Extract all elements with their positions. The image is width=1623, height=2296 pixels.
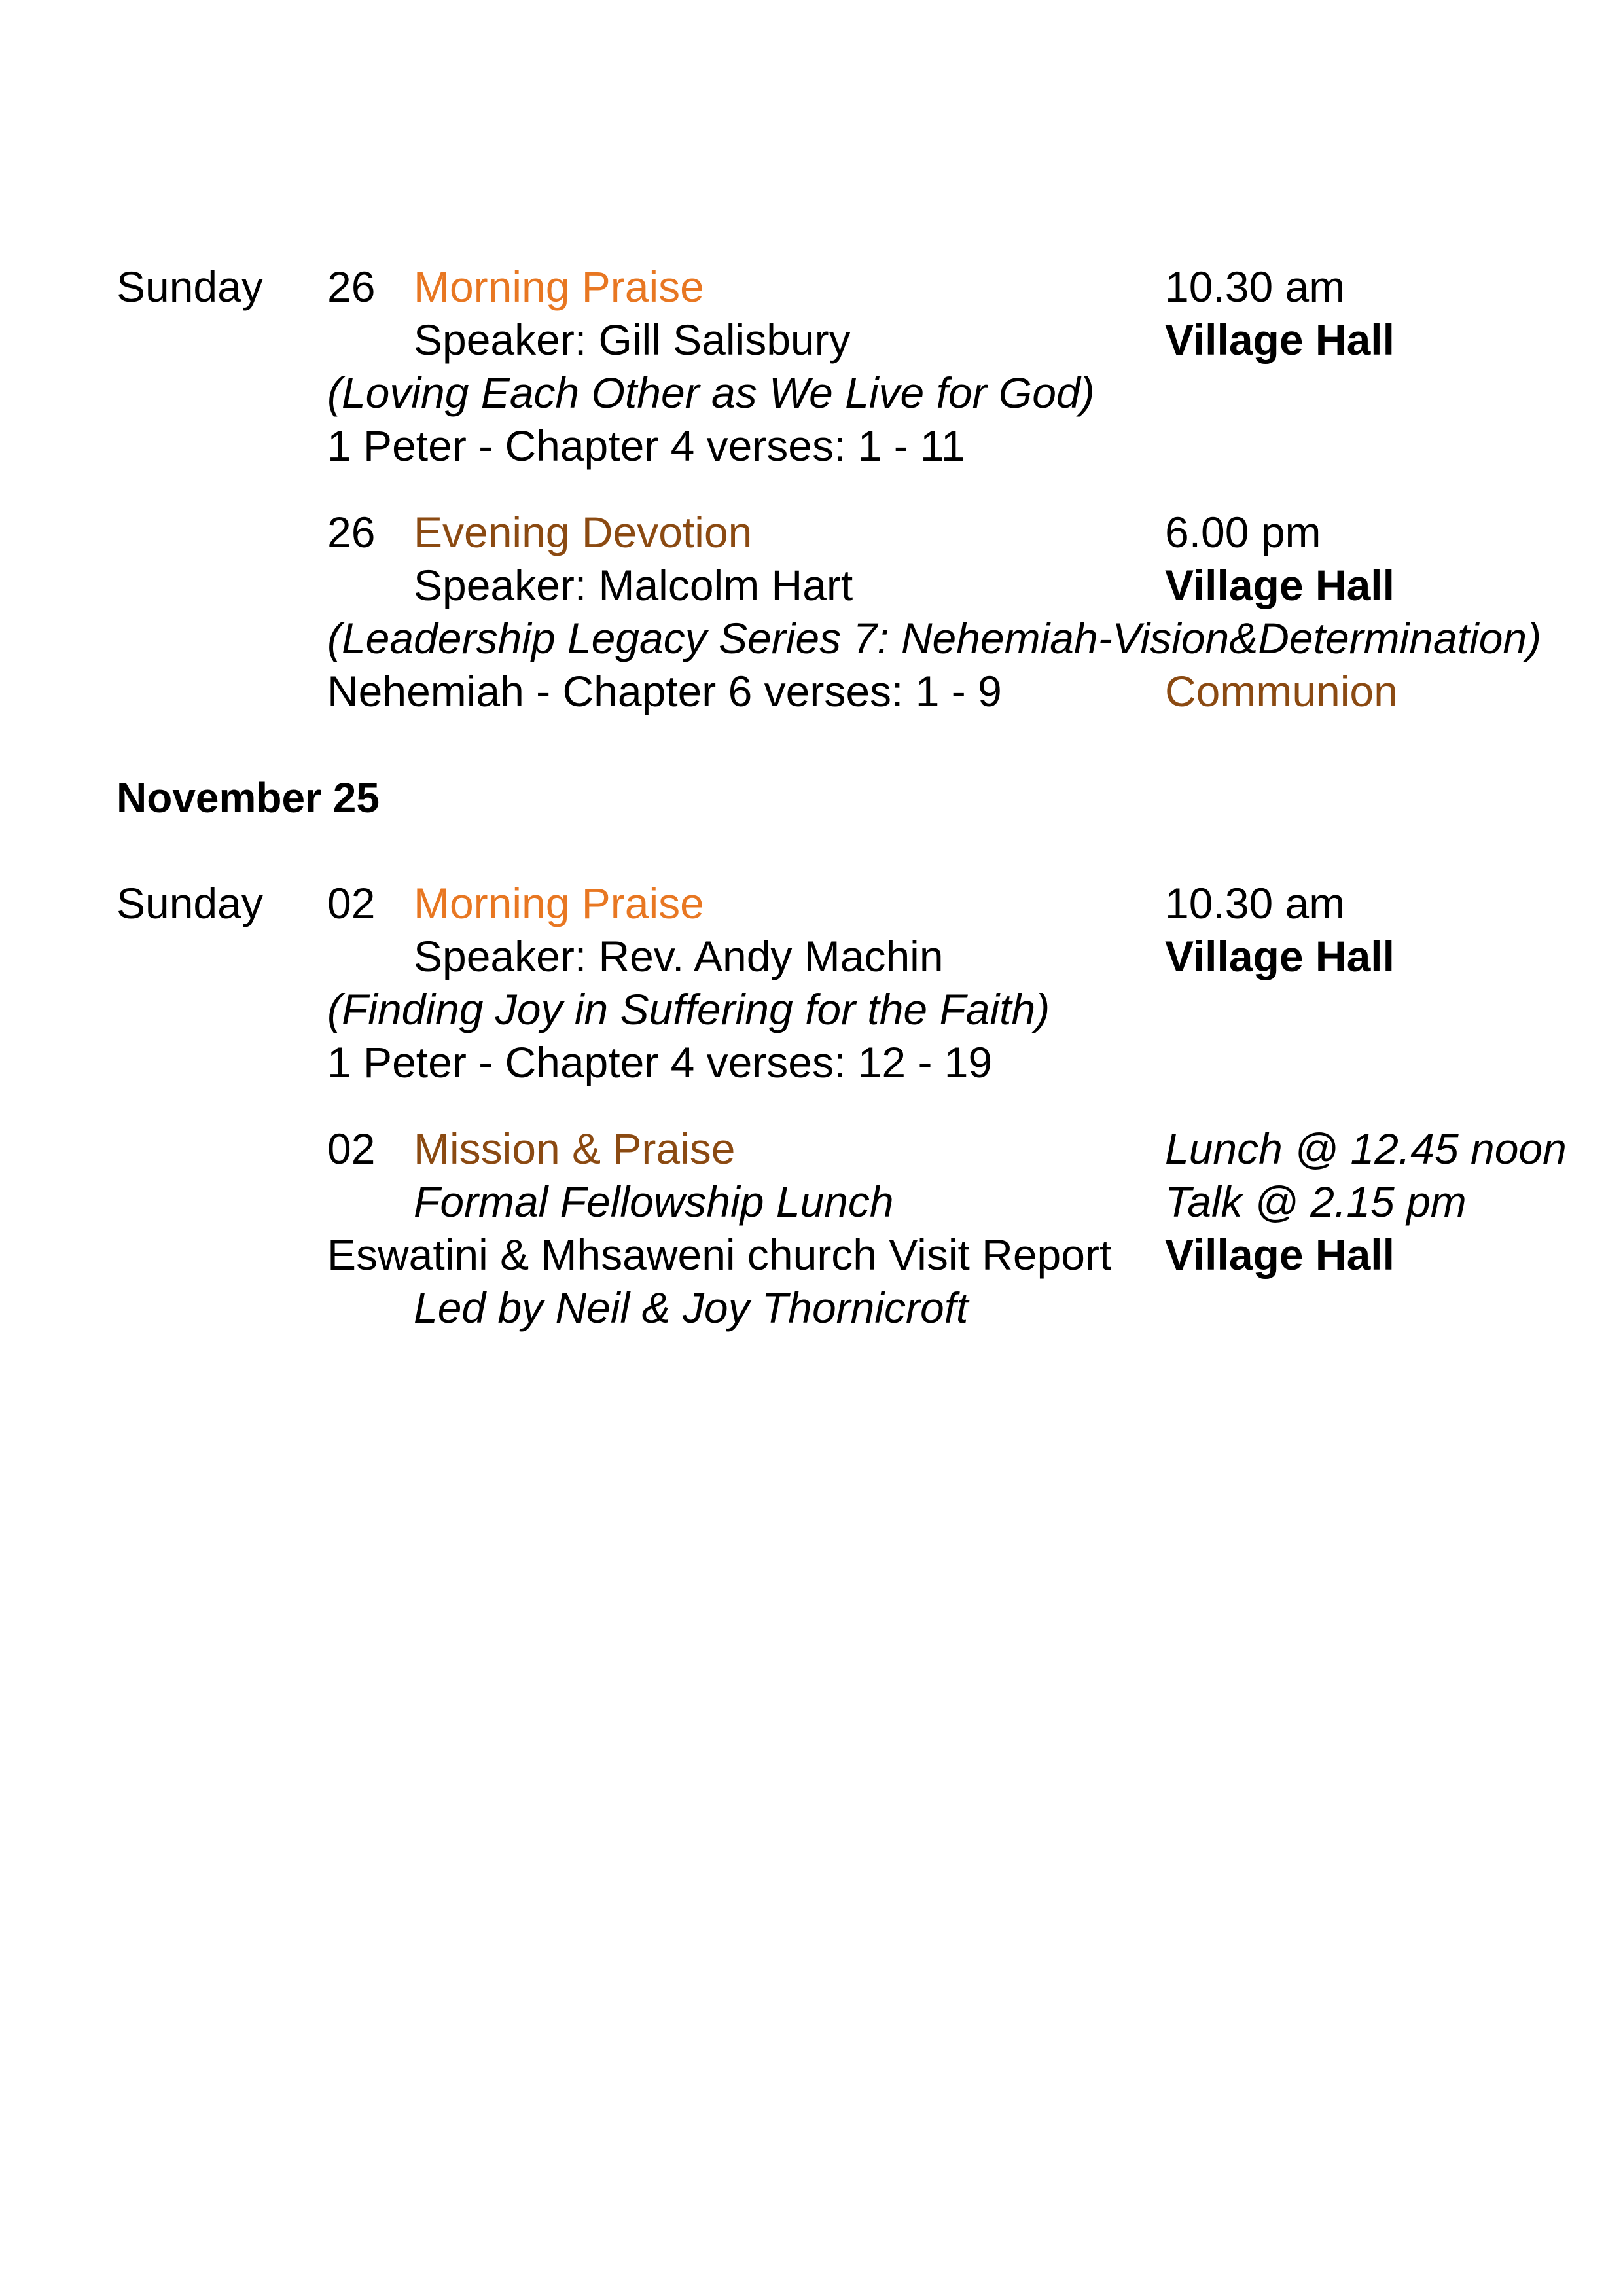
event-venue: Village Hall xyxy=(1165,1230,1395,1279)
event-venue: Village Hall xyxy=(1165,561,1395,609)
event-title: Mission & Praise xyxy=(414,1124,736,1173)
event-date: 02 xyxy=(327,1124,376,1173)
event-speaker: Speaker: Malcolm Hart xyxy=(414,561,853,609)
event-date: 02 xyxy=(327,879,376,927)
event-time: 6.00 pm xyxy=(1165,508,1321,556)
event-venue: Village Hall xyxy=(1165,932,1395,980)
event-date: 26 xyxy=(327,262,376,311)
event-leaders: Led by Neil & Joy Thornicroft xyxy=(414,1283,969,1332)
event-title: Evening Devotion xyxy=(414,508,753,556)
day-label: Sunday xyxy=(116,879,263,927)
event-subtitle: Formal Fellowship Lunch xyxy=(414,1177,894,1226)
day-label: Sunday xyxy=(116,262,263,311)
event-scripture: 1 Peter - Chapter 4 verses: 1 - 11 xyxy=(327,422,965,470)
event-theme: (Loving Each Other as We Live for God) xyxy=(327,368,1095,417)
event-title: Morning Praise xyxy=(414,879,704,927)
event-theme: (Finding Joy in Suffering for the Faith) xyxy=(327,985,1050,1033)
event-speaker: Speaker: Gill Salisbury xyxy=(414,315,851,364)
event-date: 26 xyxy=(327,508,376,556)
event-note: Communion xyxy=(1165,667,1398,715)
event-scripture: 1 Peter - Chapter 4 verses: 12 - 19 xyxy=(327,1038,993,1086)
event-venue: Village Hall xyxy=(1165,315,1395,364)
event-title: Morning Praise xyxy=(414,262,704,311)
event-scripture: Nehemiah - Chapter 6 verses: 1 - 9 xyxy=(327,667,1002,715)
event-description: Eswatini & Mhsaweni church Visit Report xyxy=(327,1230,1112,1279)
event-time: 10.30 am xyxy=(1165,879,1346,927)
event-theme: (Leadership Legacy Series 7: Nehemiah-Vision&Determination) xyxy=(327,614,1542,662)
event-talk-time: Talk @ 2.15 pm xyxy=(1165,1177,1467,1226)
month-heading: November 25 xyxy=(116,774,380,821)
event-time: 10.30 am xyxy=(1165,262,1346,311)
event-speaker: Speaker: Rev. Andy Machin xyxy=(414,932,944,980)
event-lunch-time: Lunch @ 12.45 noon xyxy=(1165,1124,1567,1173)
